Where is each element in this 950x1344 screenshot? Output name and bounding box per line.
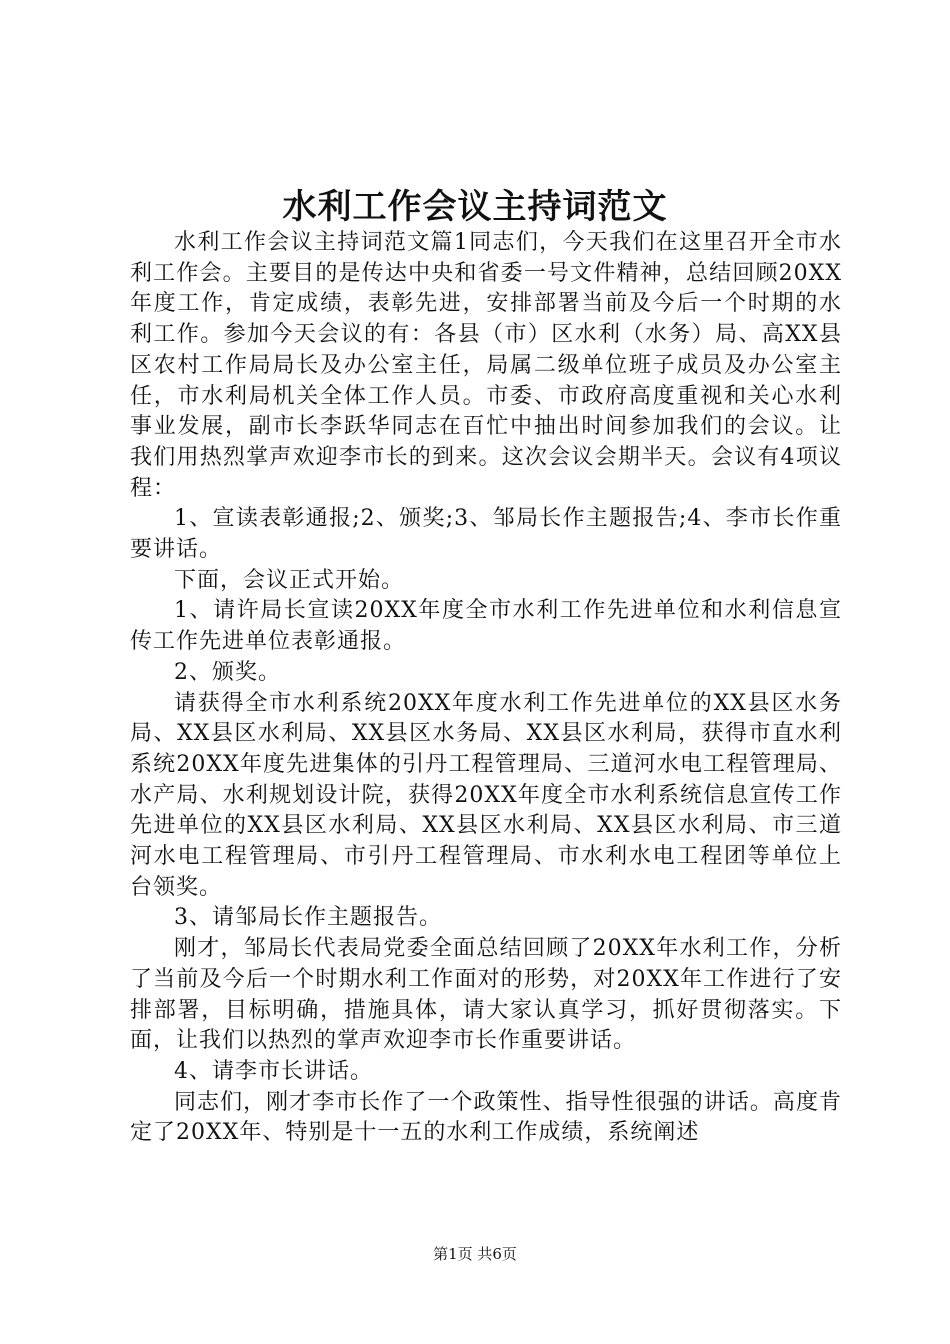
paragraph-item-3: 3、请邹局长作主题报告。 (174, 905, 442, 931)
paragraph-report-summary: 刚才，邹局长代表局党委全面总结回顾了20XX年水利工作，分析了当前及今后一个时期水利工作面对的形势，对20XX年工作进行了安排部署，目标明确，措施具体，请大家认真学习，抓好贯彻落实。下面，让我们以热烈的掌声欢迎李市长作重要讲话。 (130, 936, 842, 1054)
paragraph-agenda: 1、宣读表彰通报;2、颁奖;3、邹局长作主题报告;4、李市长作重要讲话。 (130, 506, 842, 563)
paragraph-intro: 水利工作会议主持词范文篇1同志们，今天我们在这里召开全市水利工作会。主要目的是传达中央和省委一号文件精神，总结回顾20XX年度工作，肯定成绩，表彰先进，安排部署当前及今后一个时期的水利工作。参加今天会议的有：各县（市）区水利（水务）局、高XX县区农村工作局局长及办公室主任，局属二级单位班子成员及办公室主任，市水利局机关全体工作人员。市委、市政府高度重视和关心水利事业发展，副市长李跃华同志在百忙中抽出时间参加我们的会议。让我们用热烈掌声欢迎李市长的到来。这次会议会期半天。会议有4项议程： (130, 230, 842, 501)
paragraph-item-1: 1、请许局长宣读20XX年度全市水利工作先进单位和水利信息宣传工作先进单位表彰通报。 (130, 598, 842, 655)
paragraph-closing: 同志们，刚才李市长作了一个政策性、指导性很强的讲话。高度肯定了20XX年、特别是十一五的水利工作成绩，系统阐述 (130, 1089, 842, 1146)
page-number: 第1页 共6页 (433, 1245, 517, 1263)
paragraph-item-4: 4、请李市长讲话。 (174, 1058, 373, 1084)
document-title: 水利工作会议主持词范文 (282, 187, 668, 227)
paragraph-item-2: 2、颁奖。 (174, 659, 281, 685)
paragraph-start: 下面，会议正式开始。 (174, 567, 405, 593)
document-body (130, 228, 842, 1149)
paragraph-award-list: 请获得全市水利系统20XX年度水利工作先进单位的XX县区水务局、XX县区水利局、XX县区水务局、XX县区水利局，获得市直水利系统20XX年度先进集体的引丹工程管理局、三道河水电工程管理局、水产局、水利规划设计院，获得20XX年度全市水利系统信息宣传工作先进单位的XX县区水利局、XX县区水利局、XX县区水利局、市三道河水电工程管理局、市引丹工程管理局、市水利水电工程团等单位上台领奖。 (130, 690, 842, 900)
